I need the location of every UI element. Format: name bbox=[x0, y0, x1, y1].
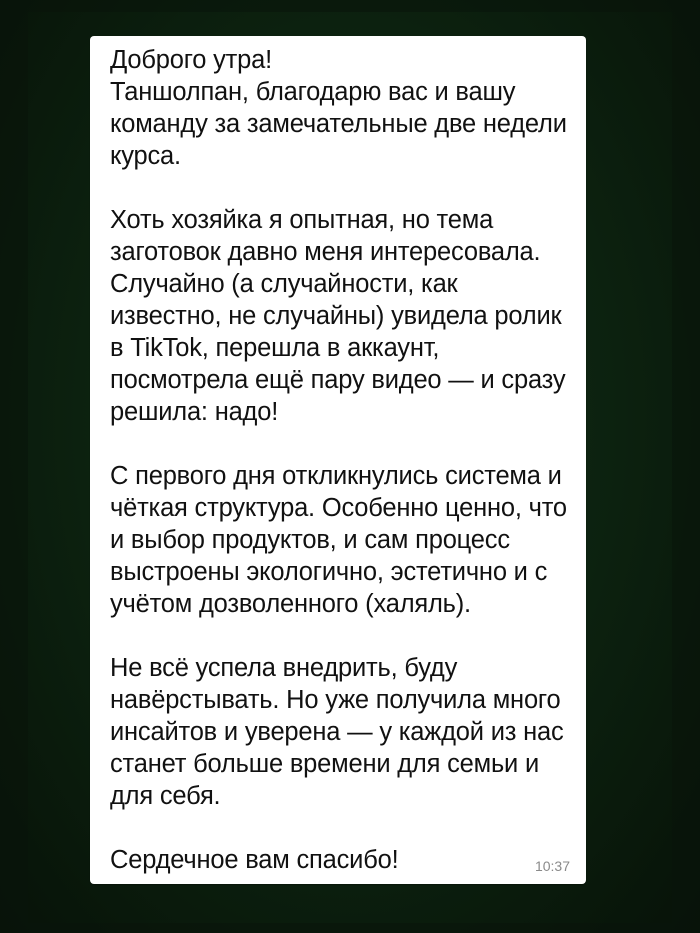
message-paragraph-impressions: С первого дня откликнулись система и чёткая структура. Особенно ценно, что и выбор продуктов, и сам процесс выстроены экологично, эстетично и с учётом дозволенного (халяль). bbox=[110, 462, 567, 618]
message-body bbox=[110, 44, 568, 876]
message-timestamp: 10:37 bbox=[534, 858, 570, 874]
message-paragraph-thanks: Сердечное вам спасибо! bbox=[110, 846, 399, 874]
message-paragraph-discovery: Хоть хозяйка я опытная, но тема заготовок давно меня интересовала. Случайно (а случайности, как известно, не случайны) увидела ролик в TikTok, перешла в аккаунт, посмотрела ещё пару видео — и сразу решила: надо! bbox=[110, 206, 566, 426]
message-paragraph-greeting: Доброго утра! Таншолпан, благодарю вас и вашу команду за замечательные две недели курса. bbox=[110, 46, 567, 170]
message-paragraph-results: Не всё успела внедрить, буду навёрстывать. Но уже получила много инсайтов и уверена — у каждой из нас станет больше времени для семьи и для себя. bbox=[110, 654, 564, 810]
chat-message-bubble[interactable] bbox=[90, 36, 586, 884]
